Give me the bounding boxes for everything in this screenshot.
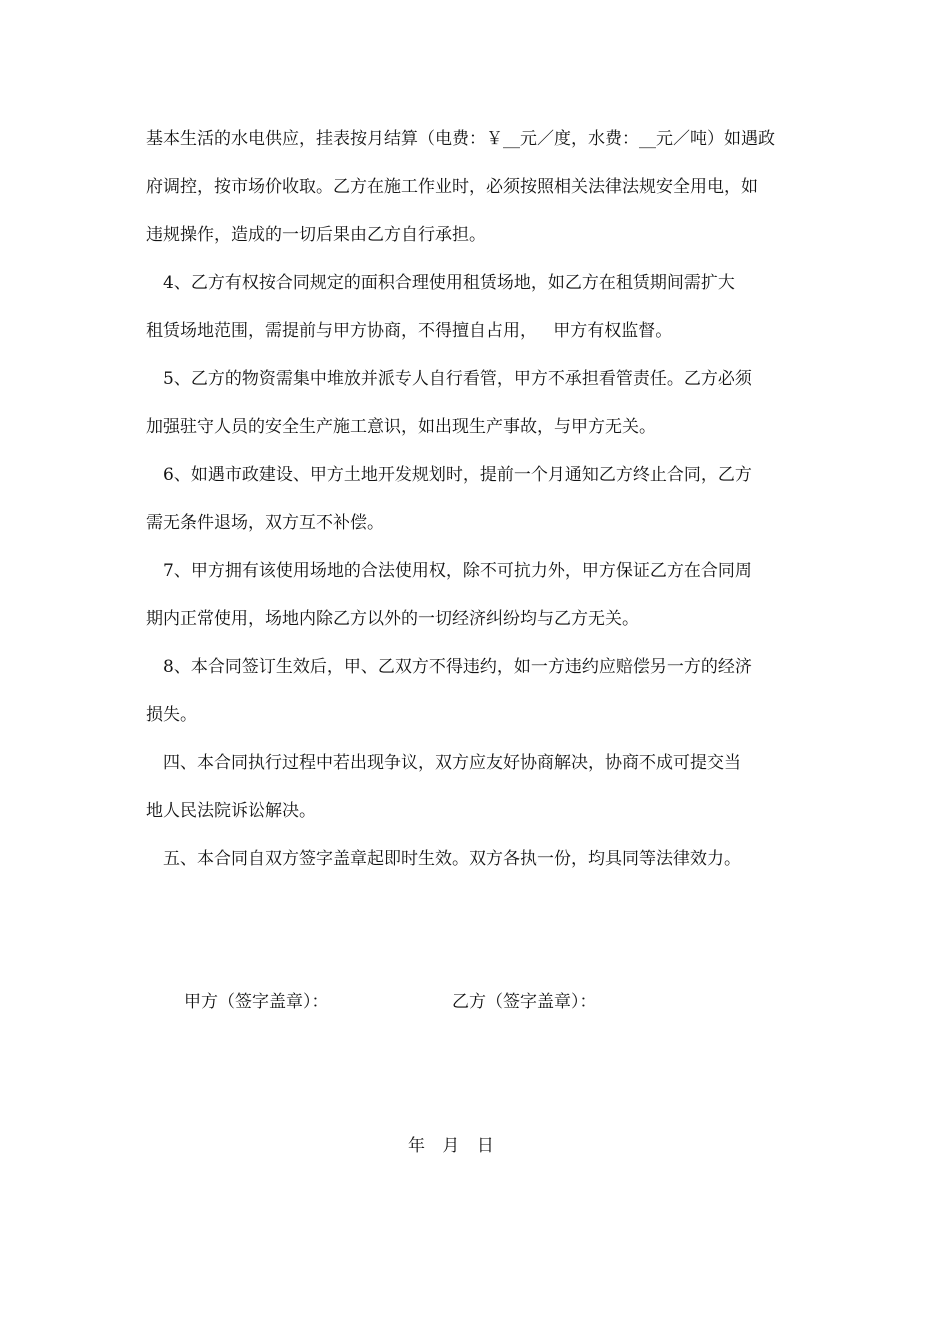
clause-6-paragraph [146, 451, 810, 547]
paragraph-line: 加强驻守人员的安全生产施工意识，如出现生产事故，与甲方无关。 [146, 417, 656, 437]
section-5-paragraph [146, 835, 810, 883]
section-4-paragraph [146, 739, 810, 835]
date-month-label: 月 [442, 1136, 460, 1156]
date-year-label: 年 [408, 1136, 425, 1156]
paragraph-line: 租赁场地范围，需提前与甲方协商，不得擅自占用， 甲方有权监督。 [146, 321, 673, 341]
paragraph-line: 需无条件退场，双方互不补偿。 [146, 513, 384, 533]
paragraph-line: 5、乙方的物资需集中堆放并派专人自行看管，甲方不承担看管责任。乙方必须 [163, 369, 752, 389]
paragraph-line: 8、本合同签订生效后，甲、乙双方不得违约，如一方违约应赔偿另一方的经济 [163, 657, 752, 677]
paragraph-line: 4、乙方有权按合同规定的面积合理使用租赁场地，如乙方在租赁期间需扩大 [163, 273, 735, 293]
signing-date [408, 1134, 506, 1158]
clause-7-paragraph [146, 547, 810, 643]
paragraph-line: 7、甲方拥有该使用场地的合法使用权，除不可抗力外，甲方保证乙方在合同周 [163, 561, 752, 581]
paragraph-line: 府调控，按市场价收取。乙方在施工作业时，必须按照相关法律法规安全用电，如 [146, 177, 758, 197]
paragraph-line: 6、如遇市政建设、甲方土地开发规划时，提前一个月通知乙方终止合同，乙方 [163, 465, 752, 485]
utilities-paragraph [146, 115, 810, 259]
clause-5-paragraph [146, 355, 810, 451]
paragraph-line: 期内正常使用，场地内除乙方以外的一切经济纠纷均与乙方无关。 [146, 609, 639, 629]
paragraph-line: 损失。 [146, 705, 197, 725]
clause-8-paragraph [146, 643, 810, 739]
paragraph-line: 基本生活的水电供应，挂表按月结算（电费：￥__元／度，水费：__元／吨）如遇政 [146, 129, 775, 149]
clause-4-paragraph [146, 259, 810, 355]
paragraph-line: 违规操作，造成的一切后果由乙方自行承担。 [146, 225, 486, 245]
paragraph-line: 五、本合同自双方签字盖章起即时生效。双方各执一份，均具同等法律效力。 [163, 849, 741, 869]
paragraph-line: 地人民法院诉讼解决。 [146, 801, 316, 821]
date-day-label: 日 [476, 1136, 494, 1156]
party-a-signature-label: 甲方（签字盖章）： [184, 992, 329, 1012]
paragraph-line: 四、本合同执行过程中若出现争议，双方应友好协商解决，协商不成可提交当 [163, 753, 741, 773]
party-b-signature-label: 乙方（签字盖章）： [452, 992, 597, 1012]
